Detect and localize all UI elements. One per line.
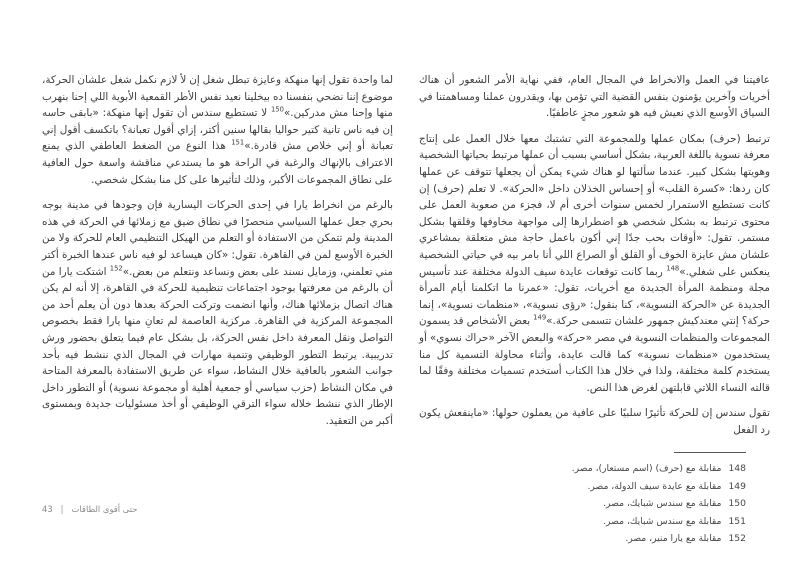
footnote-ref: 151 — [231, 138, 245, 147]
footnote-item — [419, 495, 746, 513]
paragraph: لما واحدة تقول إنها منهكة وعايزة تبطل شغل إن لأ لازم نكمل شغل علشان الحركة، موضوع إننا نضحي بنفسنا ده بيخلينا نعيد نفس الأطر القمعية الأبوية اللي إحنا بنهرب منها وإحنا مش مدركين.»$^{150}$ لا تستطيع سندس أن تقول إنها منهكة: «بابقى حاسه إن فيه ناس تانية كتير حواليا بقالها سنين أكتر، إزاي أقول تعبانة؟ باتكسف أقول إني تعبانة أو إني خلاص مش قادرة.»$^{151}$ هذا النوع من الضغط العاطفي الذي يمنع الاعتراف بالإنهاك والرغبة في الراحة هو ما يستدعي مناقشة واسعة حول العافية على نطاق المجموعات الأكبر، وذلك لتأثيرها على كل منا بشكل شخصي. — [42, 74, 393, 186]
page-number: 43 — [42, 504, 53, 514]
right-column-paragraphs — [419, 72, 770, 438]
paragraph: بالرغم من انخراط يارا في إحدى الحركات اليسارية فإن وجودها في مدينة بوجه بحري جعل عملها السياسي منحصرًا في نطاق ضيق مع زملائها في الحركة في هذه المدينة ولم تتمكن من الاستفادة أو التعلم من الهيكل التنظيمي العام للحركة ولا من الخبرة الأوسع لمن في القاهرة. تقول: «كان هيساعد لو فيه ناس عندها الخبرة أكتر مني تعلمني، وزمايل نسند على بعض ونساعد ونتعلم من بعض.»$^{152}$ اشتكت يارا من أن بالرغم من معرفتها بوجود اجتماعات تنظيمية للحركة في القاهرة، إلا أنه لم يكن هناك اتصال بزملائها هناك، وأنها انضمت وتركت الحركة بعدها دون أن يعلم أحد من المجموعة المركزية في القاهرة. مركزية العاصمة لم تعانِ منها يارا فقط بخصوص التواصل ونقل المعرفة داخل نفس الحركة، بل بشكل عام فيما يتعلق بحضور ورش تدريبية. يرتبط التطور الوظيفي وتنمية مهارات في المجال الذي ننشط فيه بأحد جوانب الشعور بالعافية خلال النشاط، سواء عن طريق الاستفادة بالمعرفة المتاحة في مكان النشاط (حزب سياسي أو جمعية أهلية أو مجموعة نسوية) أو التطور داخل الإطار الذي ننشط خلاله سواء الترقي الوظيفي أو أخذ مسئوليات جديدة وبمستوى أكبر من التعقيد. — [42, 199, 393, 427]
footnote-item — [419, 513, 746, 531]
left-column — [42, 72, 393, 429]
footnote-number: 151 — [728, 515, 746, 527]
footnote-number: 152 — [728, 533, 746, 545]
footnote-text: مقابلة مع يارا منير، مصر. — [625, 533, 722, 545]
paragraph: تقول سندس إن للحركة تأثيرًا سلبيًا على عافية من يعملون حولها: «ماينفعش يكون رد الفعل — [419, 407, 770, 436]
footnote-list — [419, 460, 746, 548]
footnote-item — [419, 478, 746, 496]
paragraph: ترتبط (حرف) بمكان عملها وللمجموعة التي تشتبك معها خلال العمل على إنتاج معرفة نسوية باللغة العربية، بشكل أساسي بسبب أن عملها مرتبط بحياتها الشخصية وهويتها بشكل كبير. عندما سألتها لو هناك شيء يمكن أن يجعلها تتوقف عن عملها كان ردها: «كسرة القلب» أو إحساس الخذلان داخل «الحركة». لا تعلم (حرف) إن كانت تستطيع الاستمرار لخمس سنوات أخرى أم لا، فجزء من صعوبة العمل على محتوى ترتبط به بشكل شخصي هو اضطرارها إلى مواجهة مخاوفها وقلقها بشكل مستمر. تقول: «أوقات بحب جدًا إني أكون باعمل حاجة مش متعلقة بمشاعري علشان مش عايزة الخوف أو القلق أو الصراع اللي أنا بامر بيه في حياتي الشخصية ينعكس على شغلي.»$^{148}$ ربما كانت توقعات عايدة سيف الدولة مختلفة عند تأسيس مجلة ومنظمة المرأة الجديدة مع أخريات، تقول: «عمرنا ما اتكلمنا أيام المرأة الجديدة عن «الحركة النسوية»، كنا بنقول: «رؤى نسوية»، «منظمات نسوية»، إنما حركة؟ إنتي معندكيش جمهور علشان تتسمى حركة.»$^{149}$ بعض الأشخاص قد يسمون المجموعات والمنظمات النسوية في مصر «حركة» والبعض الآخر «حراك نسوي» أو يستخدمون «منظمات نسوية» كما قالت عايدة، وأثناء محاولة التسمية كل منا يستخدم كلمة مختلفة، ولذا في خلال هذا الكتاب أستخدم تسميات مختلفة وفقًا لما قالته النساء اللاتي قابلتهن لغرض هذا النص. — [419, 132, 770, 394]
footnote-number: 149 — [728, 480, 746, 492]
footnote-separator-rule — [674, 452, 746, 453]
footnote-text: مقابلة مع عايدة سيف الدولة، مصر. — [587, 480, 722, 492]
footnote-text: مقابلة مع سندس شبايك، مصر. — [603, 515, 722, 527]
left-column-paragraphs — [42, 72, 393, 429]
right-column — [419, 72, 770, 548]
footnote-item — [419, 460, 746, 478]
footer-divider: | — [60, 504, 64, 514]
footnote-ref: 149 — [533, 313, 547, 322]
footnote-number: 150 — [728, 498, 746, 510]
footnote-text: مقابلة مع سندس شبايك، مصر. — [603, 498, 722, 510]
footnote-ref: 148 — [666, 264, 680, 273]
footnote-text: مقابلة مع (حرف) (اسم مستعار)، مصر. — [571, 463, 722, 475]
page-footer — [42, 504, 137, 514]
footer-book-title: حتى أقوى الطاقات — [71, 504, 138, 514]
footnote-ref: 150 — [270, 105, 284, 114]
paragraph: عافيتنا في العمل والانخراط في المجال العام، ففي نهاية الأمر الشعور أن هناك أخريات وآخرين يؤمنون بنفس القضية التي تؤمن بها، ويقدرون عملنا ومساهمتنا في السياق الأوسع الذي نعيش فيه هو شعور مجزٍ عاطفيًا. — [419, 74, 770, 120]
footnote-number: 148 — [728, 463, 746, 475]
text-columns — [42, 72, 770, 548]
footnote-item — [419, 530, 746, 548]
footnote-block — [419, 452, 770, 548]
footnote-ref: 152 — [109, 264, 123, 273]
